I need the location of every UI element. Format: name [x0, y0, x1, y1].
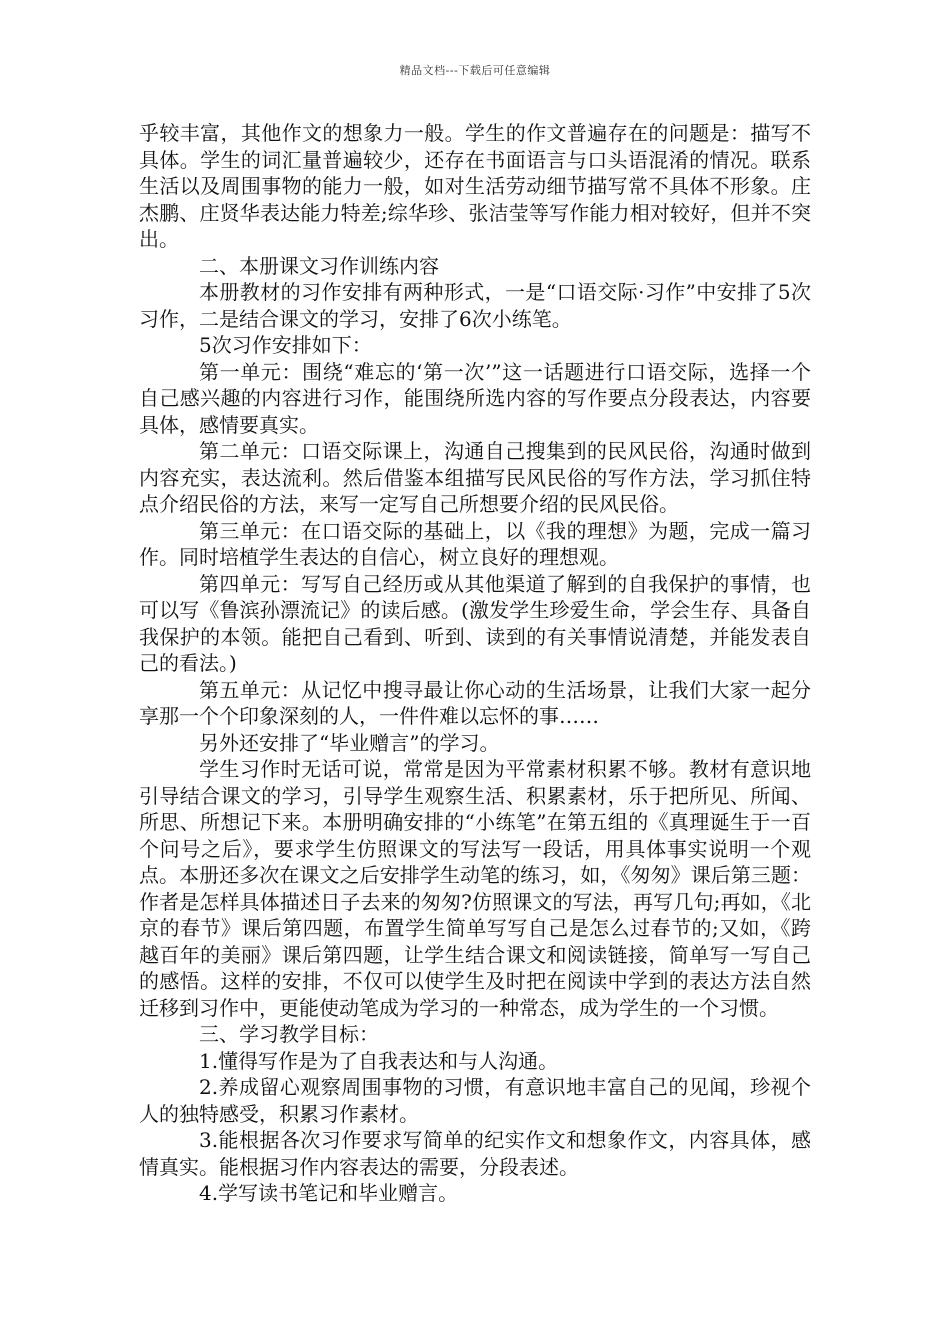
- paragraph: 5次习作安排如下：: [199, 333, 372, 357]
- paragraph: 第三单元：在口语交际的基础上，以《我的理想》为题，完成一篇习作。同时培植学生表达的自信心，树立良好的理想观。: [139, 518, 811, 569]
- paragraph: 第二单元：口语交际课上，沟通自己搜集到的民风民俗，沟通时做到内容充实，表达流利。然后借鉴本组描写民风民俗的写作方法，学习抓住特点介绍民俗的方法，来写一定写自己所想要介绍的民风民俗。: [139, 439, 811, 516]
- document-body: [139, 120, 811, 1207]
- paragraph: 学生习作时无话可说，常常是因为平常素材积累不够。教材有意识地引导结合课文的学习，引导学生观察生活、积累素材，乐于把所见、所闻、所思、所想记下来。本册明确安排的“小练笔”在第五组的《真理诞生于一百个问号之后》，要求学生仿照课文的写法写一段话，用具体事实说明一个观点。本册还多次在课文之后安排学生动笔的练习，如，《匆匆》课后第三题：作者是怎样具体描述日子去来的匆匆?仿照课文的写法，再写几句;再如，《北京的春节》课后第四题，布置学生简单写写自己是怎么过春节的;又如，《跨越百年的美丽》课后第四题，让学生结合课文和阅读链接，简单写一写自己的感悟。这样的安排，不仅可以使学生及时把在阅读中学到的表达方法自然迁移到习作中，更能使动笔成为学习的一种常态，成为学生的一个习惯。: [139, 757, 811, 1020]
- list-item: 1.懂得写作是为了自我表达和与人沟通。: [199, 1048, 559, 1073]
- paragraph: 第四单元：写写自己经历或从其他渠道了解到的自我保护的事情，也可以写《鲁滨孙漂流记》的读后感。(激发学生珍爱生命，学会生存、具备自我保护的本领。能把自己看到、听到、读到的有关事情说清楚，并能发表自己的看法。): [139, 571, 811, 675]
- paragraph: 第一单元：围绕“难忘的‘第一次’”这一话题进行口语交际，选择一个自己感兴趣的内容进行习作，能围绕所选内容的写作要点分段表达，内容要具体，感情要真实。: [139, 359, 811, 437]
- list-item: 2.养成留心观察周围事物的习惯，有意识地丰富自己的见闻，珍视个人的独特感受，积累习作素材。: [139, 1075, 811, 1126]
- section-heading: 二、本册课文习作训练内容: [199, 253, 439, 278]
- section-heading: 三、学习教学目标：: [199, 1022, 379, 1046]
- paragraph: 本册教材的习作安排有两种形式，一是“口语交际·习作”中安排了5次习作，二是结合课文的学习，安排了6次小练笔。: [139, 280, 811, 331]
- page-header: 精品文档---下载后可任意编辑: [399, 64, 551, 77]
- paragraph: 另外还安排了“毕业赠言”的学习。: [199, 730, 500, 755]
- paragraph: 乎较丰富，其他作文的想象力一般。学生的作文普遍存在的问题是：描写不具体。学生的词汇量普遍较少，还存在书面语言与口头语混淆的情况。联系生活以及周围事物的能力一般，如对生活劳动细节描写常不具体不形象。庄杰鹏、庄贤华表达能力特差;综华珍、张洁莹等写作能力相对较好，但并不突出。: [139, 121, 811, 251]
- paragraph: 第五单元：从记忆中搜寻最让你心动的生活场景，让我们大家一起分享那一个个印象深刻的人，一件件难以忘怀的事……: [139, 677, 811, 728]
- list-item: 3.能根据各次习作要求写简单的纪实作文和想象作文，内容具体，感情真实。能根据习作内容表达的需要，分段表述。: [139, 1128, 811, 1179]
- list-item: 4.学写读书笔记和毕业赠言。: [199, 1181, 459, 1205]
